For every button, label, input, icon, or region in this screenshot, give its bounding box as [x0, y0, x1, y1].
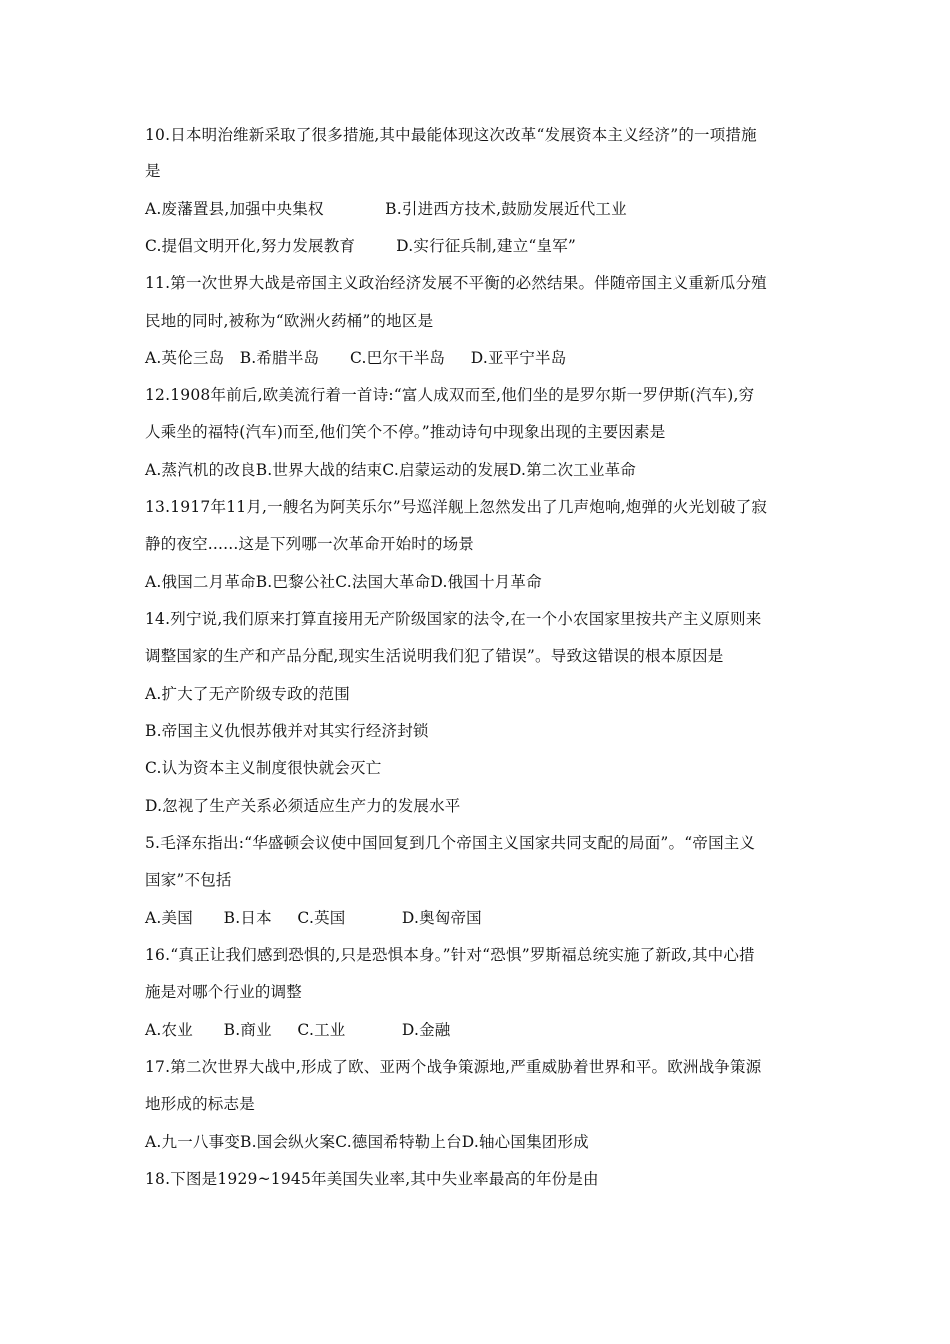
- question-17-line-1: 17.第二次世界大战中,形成了欧、亚两个战争策源地,严重威胁着世界和平。欧洲战争策源: [145, 1058, 762, 1076]
- question-16-line-1: 16.“真正让我们感到恐惧的,只是恐惧本身。”针对“恐惧”罗斯福总统实施了新政,其中心措: [145, 946, 755, 964]
- question-14-option-c: C.认为资本主义制度很快就会灭亡: [145, 759, 382, 777]
- question-12-options: A.蒸汽机的改良B.世界大战的结束C.启蒙运动的发展D.第二次工业革命: [145, 461, 636, 479]
- question-11-options: A.英伦三岛 B.希腊半岛 C.巴尔干半岛 D.亚平宁半岛: [145, 349, 567, 367]
- question-13-line-2: 静的夜空......这是下列哪一次革命开始时的场景: [145, 535, 475, 553]
- question-14-option-a: A.扩大了无产阶级专政的范围: [145, 685, 350, 703]
- question-10-line-1: 10.日本明治维新采取了很多措施,其中最能体现这次改革“发展资本主义经济”的一项措施: [145, 126, 757, 144]
- question-12-line-2: 人乘坐的福特(汽车)而至,他们笑个不停。”推动诗句中现象出现的主要因素是: [145, 423, 666, 441]
- question-16-line-2: 施是对哪个行业的调整: [145, 983, 303, 1001]
- question-13-options: A.俄国二月革命B.巴黎公社C.法国大革命D.俄国十月革命: [145, 573, 542, 591]
- question-15-line-1: 5.毛泽东指出:“华盛顿会议使中国回复到几个帝国主义国家共同支配的局面”。“帝国主义: [145, 834, 756, 852]
- question-12-line-1: 12.1908年前后,欧美流行着一首诗:“富人成双而至,他们坐的是罗尔斯一罗伊斯(汽车),穷: [145, 386, 755, 404]
- question-15-line-2: 国家”不包括: [145, 871, 232, 889]
- question-14-option-b: B.帝国主义仇恨苏俄并对其实行经济封锁: [145, 722, 429, 740]
- question-17-options: A.九一八事变B.国会纵火案C.德国希特勒上台D.轴心国集团形成: [145, 1133, 589, 1151]
- question-13-line-1: 13.1917年11月,一艘名为阿芙乐尔”号巡洋舰上忽然发出了几声炮响,炮弹的火光划破了寂: [145, 498, 768, 516]
- question-18-line-1: 18.下图是1929~1945年美国失业率,其中失业率最高的年份是由: [145, 1170, 599, 1188]
- question-10-options-ab: A.废藩置县,加强中央集权 B.引进西方技术,鼓励发展近代工业: [145, 200, 627, 218]
- question-14-option-d: D.忽视了生产关系必须适应生产力的发展水平: [145, 797, 461, 815]
- question-17-line-2: 地形成的标志是: [145, 1095, 255, 1113]
- question-16-options: A.农业 B.商业 C.工业 D.金融: [145, 1021, 451, 1039]
- question-11-line-2: 民地的同时,被称为“欧洲火药桶”的地区是: [145, 312, 434, 330]
- question-15-options: A.美国 B.日本 C.英国 D.奥匈帝国: [145, 909, 482, 927]
- question-11-line-1: 11.第一次世界大战是帝国主义政治经济发展不平衡的必然结果。伴随帝国主义重新瓜分殖: [145, 274, 767, 292]
- question-10-line-2: 是: [145, 162, 161, 180]
- question-14-line-1: 14.列宁说,我们原来打算直接用无产阶级国家的法令,在一个小农国家里按共产主义原则来: [145, 610, 762, 628]
- question-10-options-cd: C.提倡文明开化,努力发展教育 D.实行征兵制,建立“皇军”: [145, 237, 577, 255]
- question-14-line-2: 调整国家的生产和产品分配,现实生活说明我们犯了错误”。导致这错误的根本原因是: [145, 647, 724, 665]
